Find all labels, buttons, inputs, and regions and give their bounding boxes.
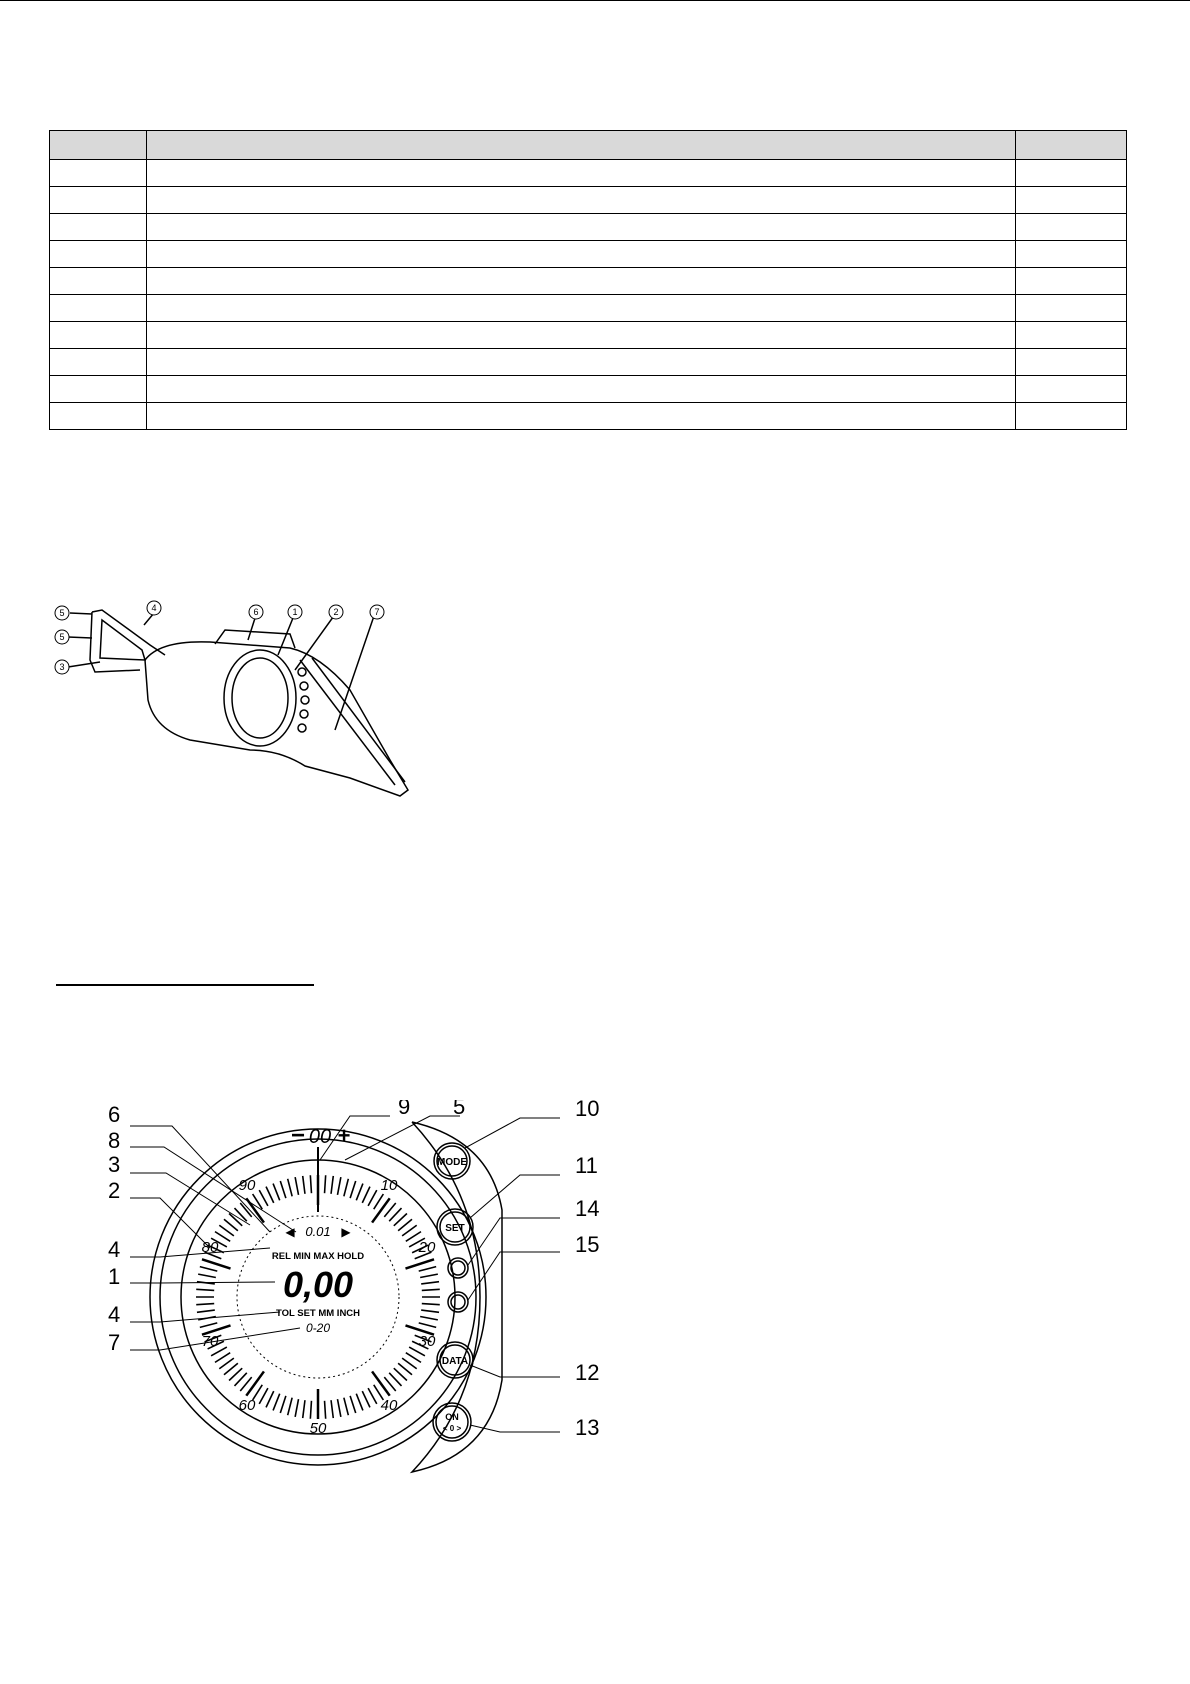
leader-line xyxy=(465,1118,560,1148)
minus-sign: − xyxy=(290,1122,306,1149)
callout-number: 4 xyxy=(108,1237,121,1262)
dial-tick xyxy=(200,1323,217,1327)
dial-number: 90 xyxy=(238,1177,256,1194)
dial-number: 50 xyxy=(309,1420,327,1437)
dial-number: 40 xyxy=(380,1397,398,1414)
dial-tick xyxy=(246,1371,264,1395)
table-cell xyxy=(147,160,1016,187)
dial-tick xyxy=(368,1190,377,1206)
callout-number: 13 xyxy=(575,1415,600,1440)
dial-tick xyxy=(372,1198,390,1222)
table-cell xyxy=(50,187,147,214)
dial-tick xyxy=(200,1267,217,1271)
table-cell xyxy=(1016,349,1127,376)
dial-tick xyxy=(280,1181,286,1198)
dial-tick xyxy=(219,1358,234,1369)
table-cell xyxy=(1016,268,1127,295)
dial-tick xyxy=(224,1219,238,1230)
dial-tick xyxy=(402,1358,417,1369)
dial-tick xyxy=(295,1177,298,1195)
header-cell xyxy=(147,131,1016,160)
table-cell xyxy=(147,322,1016,349)
table-row xyxy=(50,241,1127,268)
button-dot xyxy=(300,682,308,690)
callout-number: 5 xyxy=(453,1100,466,1119)
table-cell xyxy=(147,268,1016,295)
dial-tick xyxy=(266,1187,274,1203)
leader-line xyxy=(130,1248,270,1257)
dial-tick xyxy=(419,1323,436,1327)
dial-tick xyxy=(197,1310,215,1312)
dial-tick xyxy=(202,1259,231,1268)
dial-tick xyxy=(419,1267,436,1271)
leader-line xyxy=(470,1175,560,1218)
dial-tick xyxy=(288,1398,292,1415)
dial-tick xyxy=(325,1175,326,1193)
on-zero-button-ring xyxy=(433,1403,471,1441)
table-cell xyxy=(1016,187,1127,214)
spec-table xyxy=(49,130,1127,430)
jaw-opening xyxy=(100,620,145,660)
dial-tick xyxy=(356,1394,363,1411)
dial-tick xyxy=(421,1282,439,1284)
dial-tick xyxy=(288,1179,292,1196)
dial-face xyxy=(224,650,296,746)
set-button-label: SET xyxy=(445,1223,465,1234)
table-cell xyxy=(147,241,1016,268)
dial-tick xyxy=(303,1400,305,1418)
dial-tick xyxy=(303,1176,305,1194)
table-cell xyxy=(147,187,1016,214)
dial-tick xyxy=(344,1179,348,1196)
plus-sign: + xyxy=(337,1123,351,1148)
leader-line xyxy=(470,1365,560,1377)
dial-tick xyxy=(337,1177,340,1195)
dial-tick xyxy=(350,1181,356,1198)
table-row xyxy=(50,268,1127,295)
table-cell xyxy=(1016,295,1127,322)
table-cell xyxy=(1016,376,1127,403)
handle-edge xyxy=(300,660,395,785)
dial-tick xyxy=(224,1363,238,1374)
main-readout: 0,00 xyxy=(282,1264,354,1305)
table-cell xyxy=(50,349,147,376)
right-arrow-icon: ▶ xyxy=(341,1225,351,1239)
callout-number: 1 xyxy=(108,1264,121,1289)
dial-tick xyxy=(398,1363,412,1374)
dial-tick xyxy=(362,1187,370,1203)
dial-tick xyxy=(325,1401,326,1419)
callout-number: 2 xyxy=(108,1178,121,1203)
header-cell xyxy=(1016,131,1127,160)
dial-tick xyxy=(219,1225,234,1236)
callout-number: 12 xyxy=(575,1360,600,1385)
callout-label: 7 xyxy=(374,607,380,617)
table-cell xyxy=(50,295,147,322)
dial-number: 70 xyxy=(201,1333,219,1350)
table-cell xyxy=(147,295,1016,322)
table-cell xyxy=(147,403,1016,430)
leader-line xyxy=(130,1282,275,1283)
table-row xyxy=(50,349,1127,376)
callout-number: 15 xyxy=(575,1232,600,1257)
left-arrow-icon: ◀ xyxy=(285,1225,295,1239)
top-readout: 00 xyxy=(308,1126,332,1148)
callout-number: 6 xyxy=(108,1102,121,1127)
leader-line xyxy=(130,1312,280,1322)
leader-line xyxy=(345,1116,460,1160)
table-cell xyxy=(50,322,147,349)
leader-line xyxy=(470,1425,560,1432)
table-row xyxy=(50,187,1127,214)
callout-label: 6 xyxy=(253,607,259,617)
dial-number: 80 xyxy=(201,1239,219,1256)
dial-tick xyxy=(273,1184,280,1201)
indicator-led-14-inner xyxy=(451,1261,465,1275)
on-button-label: ON xyxy=(445,1412,459,1422)
leader-line xyxy=(130,1147,296,1232)
table-cell xyxy=(1016,241,1127,268)
dial-tick xyxy=(198,1274,216,1277)
callout-number: 14 xyxy=(575,1196,600,1221)
dial-tick xyxy=(422,1304,440,1305)
unit-indicators: TOL SET MM INCH xyxy=(275,1308,361,1319)
dial-tick xyxy=(372,1371,390,1395)
upper-jaw xyxy=(92,610,165,655)
table-row xyxy=(50,160,1127,187)
header-cell xyxy=(50,131,147,160)
dial-tick xyxy=(310,1401,311,1419)
table-cell xyxy=(50,403,147,430)
dial-tick xyxy=(362,1391,370,1407)
table-cell xyxy=(50,241,147,268)
callout-label: 4 xyxy=(151,603,157,613)
dial-number: 10 xyxy=(380,1177,398,1194)
data-button-label: DATA xyxy=(441,1356,469,1367)
table-row xyxy=(50,295,1127,322)
dial-tick xyxy=(344,1398,348,1415)
callout-label: 2 xyxy=(333,607,339,617)
callout-number: 11 xyxy=(575,1153,598,1178)
resolution-readout: 0.01 xyxy=(305,1224,331,1239)
on-zero-button[interactable] xyxy=(436,1406,468,1438)
dial-tick xyxy=(420,1316,438,1319)
dial-tick xyxy=(398,1219,412,1230)
dial-tick xyxy=(356,1184,363,1201)
button-dot xyxy=(300,710,308,718)
table-cell xyxy=(50,214,147,241)
range-readout: 0-20 xyxy=(305,1321,331,1335)
dial-tick xyxy=(368,1388,377,1404)
indicator-led-15-inner xyxy=(451,1295,465,1309)
callout-number: 4 xyxy=(108,1302,121,1327)
dial-tick xyxy=(331,1176,333,1194)
table-cell xyxy=(147,349,1016,376)
dial-tick xyxy=(402,1225,417,1236)
dial-tick xyxy=(422,1289,440,1290)
handle-edge-2 xyxy=(312,658,405,782)
table-cell xyxy=(1016,214,1127,241)
section-heading-underline xyxy=(56,984,314,986)
table-cell xyxy=(1016,403,1127,430)
callout-number: 8 xyxy=(108,1128,121,1153)
dial-tick xyxy=(310,1175,311,1193)
dial-inner xyxy=(232,658,288,738)
button-dot xyxy=(298,668,306,676)
dial-tick xyxy=(421,1310,439,1312)
table-row xyxy=(50,214,1127,241)
spec-table-header xyxy=(50,131,1127,160)
dial-tick xyxy=(420,1274,438,1277)
dial-tick xyxy=(266,1391,274,1407)
dial-tick xyxy=(331,1400,333,1418)
callout-label: 3 xyxy=(59,662,65,672)
button-dot xyxy=(298,724,306,732)
table-cell xyxy=(50,268,147,295)
dial-tick xyxy=(259,1388,268,1404)
button-dot xyxy=(301,696,309,704)
table-row xyxy=(50,403,1127,430)
dial-number: 60 xyxy=(238,1397,256,1414)
mode-button-label: MODE xyxy=(437,1157,467,1168)
table-row xyxy=(50,322,1127,349)
dial-tick xyxy=(215,1353,230,1363)
dial-tick xyxy=(405,1259,434,1268)
table-cell xyxy=(147,214,1016,241)
callout-label: 5 xyxy=(59,608,65,618)
display-panel-drawing xyxy=(100,1100,620,1480)
table-cell xyxy=(1016,160,1127,187)
table-cell xyxy=(1016,322,1127,349)
callout-number: 9 xyxy=(398,1100,411,1119)
zero-button-label: < 0 > xyxy=(442,1424,462,1433)
table-cell xyxy=(50,160,147,187)
dial-tick xyxy=(259,1190,268,1206)
dial-tick xyxy=(196,1304,214,1305)
caliper-gauge-drawing xyxy=(50,600,430,840)
dial-number: 30 xyxy=(418,1333,436,1350)
dial-tick xyxy=(196,1289,214,1290)
top-rule xyxy=(0,0,1190,1)
callout-number: 7 xyxy=(108,1330,121,1355)
dial-tick xyxy=(406,1353,421,1363)
dial-tick xyxy=(337,1399,340,1417)
table-cell xyxy=(50,376,147,403)
dial-tick xyxy=(350,1396,356,1413)
table-cell xyxy=(147,376,1016,403)
dial-number: 20 xyxy=(418,1239,436,1256)
dial-tick xyxy=(295,1399,298,1417)
dial-tick xyxy=(273,1394,280,1411)
callout-label: 1 xyxy=(292,607,298,617)
table-row xyxy=(50,376,1127,403)
callout-number: 10 xyxy=(575,1100,600,1121)
callout-number: 3 xyxy=(108,1152,121,1177)
dial-tick xyxy=(280,1396,286,1413)
callout-label: 5 xyxy=(59,632,65,642)
mode-indicators: REL MIN MAX HOLD xyxy=(271,1251,365,1262)
